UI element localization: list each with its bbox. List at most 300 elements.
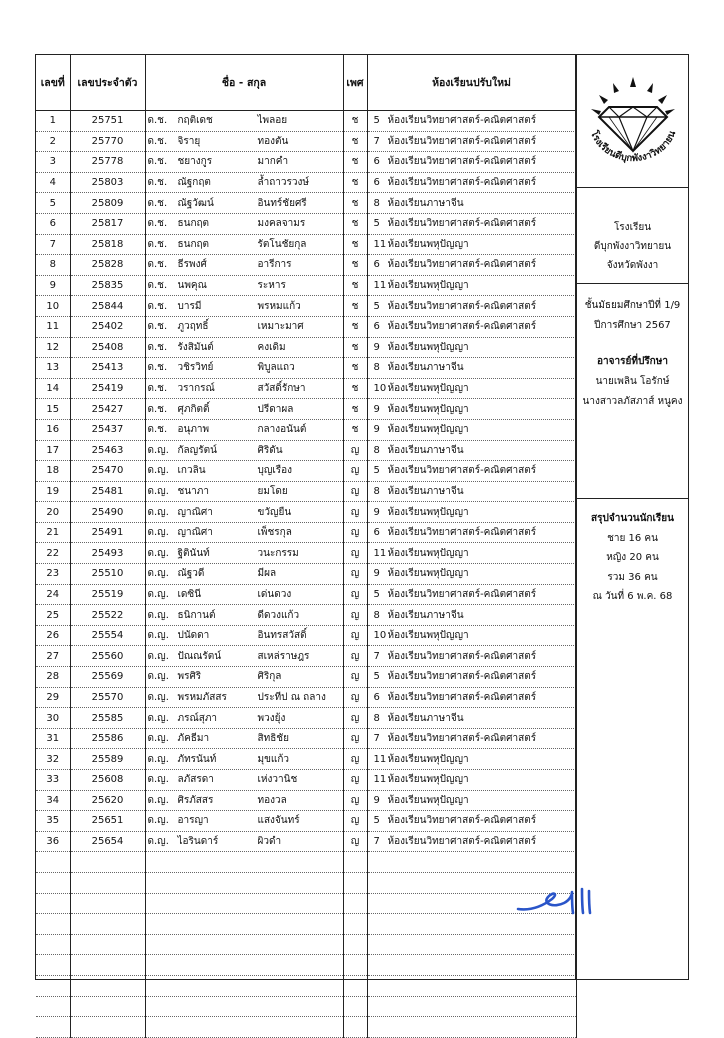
student-name — [145, 399, 343, 420]
first-name: ณัฐวัฒน์ — [177, 197, 214, 209]
student-gender: ญ — [343, 687, 367, 708]
last-name: ขวัญยืน — [257, 506, 292, 518]
student-gender: ญ — [343, 522, 367, 543]
side-panel — [575, 55, 689, 979]
empty-cell — [145, 934, 343, 955]
student-gender: ญ — [343, 461, 367, 482]
name-prefix: ด.ช. — [147, 259, 168, 271]
student-gender: ญ — [343, 749, 367, 770]
last-name: ผิวดำ — [257, 836, 282, 848]
student-name — [145, 111, 343, 132]
student-table — [36, 55, 577, 1038]
student-number: 26 — [36, 625, 70, 646]
student-number: 4 — [36, 172, 70, 193]
student-id: 25770 — [70, 131, 145, 152]
table-row — [36, 399, 576, 420]
first-name: อนุภาพ — [177, 424, 210, 436]
first-name: ธนิกานต์ — [177, 609, 216, 621]
table-row — [36, 131, 576, 152]
new-room — [367, 296, 576, 317]
new-room — [367, 440, 576, 461]
name-prefix: ด.ช. — [147, 280, 168, 292]
room-level: 5 — [373, 300, 380, 312]
room-level: 7 — [373, 650, 380, 662]
student-id: 25510 — [70, 564, 145, 585]
first-name: บารมี — [177, 300, 202, 312]
student-number: 33 — [36, 770, 70, 791]
room-level: 6 — [373, 177, 380, 189]
advisor-title: อาจารย์ที่ปรึกษา — [597, 356, 668, 367]
table-row — [36, 111, 576, 132]
student-name — [145, 584, 343, 605]
student-gender: ช — [343, 316, 367, 337]
summary-total: รวม 36 คน — [607, 571, 658, 583]
last-name: พรหมแก้ว — [257, 300, 301, 312]
student-number: 5 — [36, 193, 70, 214]
room-name: ห้องเรียนภาษาจีน — [387, 197, 464, 209]
student-number: 34 — [36, 790, 70, 811]
student-number: 31 — [36, 728, 70, 749]
last-name: เด่นดวง — [257, 588, 292, 600]
new-room — [367, 399, 576, 420]
table-row — [36, 564, 576, 585]
student-gender: ญ — [343, 584, 367, 605]
room-name: ห้องเรียนภาษาจีน — [387, 485, 464, 497]
new-room — [367, 646, 576, 667]
new-room — [367, 667, 576, 688]
last-name: วนะกรรม — [257, 547, 299, 559]
header-new-room: ห้องเรียนปรับใหม่ — [367, 55, 576, 111]
student-gender: ญ — [343, 831, 367, 852]
table-row — [36, 213, 576, 234]
student-name — [145, 255, 343, 276]
table-row — [36, 337, 576, 358]
name-prefix: ด.ญ. — [147, 506, 169, 518]
student-number: 21 — [36, 522, 70, 543]
room-level: 8 — [373, 712, 380, 724]
room-level: 7 — [373, 733, 380, 745]
new-room — [367, 152, 576, 173]
room-name: ห้องเรียนวิทยาศาสตร์-คณิตศาสตร์ — [387, 733, 537, 745]
student-name — [145, 481, 343, 502]
empty-cell — [145, 852, 343, 873]
first-name: ภัทรนันท์ — [177, 753, 217, 765]
room-level: 6 — [373, 259, 380, 271]
student-id: 25413 — [70, 358, 145, 379]
summary-female: หญิง 20 คน — [606, 552, 659, 563]
last-name: บุญเรือง — [257, 465, 293, 477]
last-name: มีผล — [257, 568, 277, 580]
student-gender: ญ — [343, 564, 367, 585]
last-name: มากคำ — [257, 156, 289, 168]
room-name: ห้องเรียนพหุปัญญา — [387, 506, 469, 518]
table-row — [36, 543, 576, 564]
student-id: 25809 — [70, 193, 145, 214]
table-row — [36, 152, 576, 173]
empty-cell — [145, 955, 343, 976]
empty-cell — [36, 914, 70, 935]
name-prefix: ด.ญ. — [147, 691, 169, 703]
last-name: สวัสดิ์รักษา — [257, 383, 306, 395]
first-name: ฐิตินันท์ — [177, 547, 210, 559]
first-name: กัลญรัตน์ — [177, 444, 217, 456]
last-name: อินทร์ชัยศรี — [257, 197, 307, 209]
last-name: ทองวล — [257, 794, 287, 806]
empty-cell — [70, 1017, 145, 1038]
name-prefix: ด.ช. — [147, 197, 168, 209]
student-gender: ญ — [343, 708, 367, 729]
student-gender: ช — [343, 111, 367, 132]
first-name: ญาณิศา — [177, 527, 213, 539]
student-gender: ช — [343, 296, 367, 317]
name-prefix: ด.ญ. — [147, 609, 169, 621]
table-row — [36, 687, 576, 708]
name-prefix: ด.ช. — [147, 403, 168, 415]
empty-cell — [36, 1017, 70, 1038]
student-number: 18 — [36, 461, 70, 482]
first-name: ณัฐวดี — [177, 568, 205, 580]
student-number: 27 — [36, 646, 70, 667]
room-name: ห้องเรียนภาษาจีน — [387, 444, 464, 456]
room-level: 11 — [373, 753, 387, 765]
student-gender: ญ — [343, 790, 367, 811]
student-id: 25778 — [70, 152, 145, 173]
room-level: 10 — [373, 630, 387, 642]
table-row — [36, 440, 576, 461]
last-name: สเหล่ราษฎร — [257, 650, 310, 662]
student-number: 16 — [36, 419, 70, 440]
name-prefix: ด.ช. — [147, 238, 168, 250]
room-name: ห้องเรียนภาษาจีน — [387, 609, 464, 621]
table-row — [36, 522, 576, 543]
first-name: นพคุณ — [177, 280, 207, 292]
table-row — [36, 749, 576, 770]
last-name: กลางอนันต์ — [257, 424, 307, 436]
empty-cell — [145, 975, 343, 996]
empty-cell — [145, 996, 343, 1017]
room-name: ห้องเรียนพหุปัญญา — [387, 280, 469, 292]
table-row — [36, 831, 576, 852]
first-name: ศิรภัสสร — [177, 794, 214, 806]
new-room — [367, 522, 576, 543]
table-row — [36, 316, 576, 337]
student-name — [145, 193, 343, 214]
room-level: 9 — [373, 424, 380, 436]
student-id: 25651 — [70, 811, 145, 832]
last-name: พวงยุ้ง — [257, 712, 286, 724]
room-name: ห้องเรียนวิทยาศาสตร์-คณิตศาสตร์ — [387, 527, 537, 539]
summary-title: สรุปจำนวนนักเรียน — [591, 513, 674, 524]
first-name: กฤติเดช — [177, 115, 213, 127]
new-room — [367, 213, 576, 234]
name-prefix: ด.ญ. — [147, 836, 169, 848]
student-number: 1 — [36, 111, 70, 132]
student-name — [145, 337, 343, 358]
table-row — [36, 708, 576, 729]
student-name — [145, 749, 343, 770]
table-row — [36, 667, 576, 688]
student-id: 25654 — [70, 831, 145, 852]
empty-row — [36, 975, 576, 996]
student-gender: ช — [343, 193, 367, 214]
name-prefix: ด.ญ. — [147, 671, 169, 683]
student-id: 25570 — [70, 687, 145, 708]
student-name — [145, 131, 343, 152]
student-id: 25427 — [70, 399, 145, 420]
new-room — [367, 625, 576, 646]
student-number: 20 — [36, 502, 70, 523]
student-id: 25751 — [70, 111, 145, 132]
student-id: 25818 — [70, 234, 145, 255]
table-row — [36, 296, 576, 317]
student-gender: ช — [343, 234, 367, 255]
name-prefix: ด.ญ. — [147, 568, 169, 580]
room-level: 6 — [373, 527, 380, 539]
first-name: ปนัดดา — [177, 630, 210, 642]
last-name: ประทีป ณ ถลาง — [257, 691, 326, 703]
table-row — [36, 646, 576, 667]
empty-cell — [70, 955, 145, 976]
empty-cell — [343, 955, 367, 976]
student-id: 25817 — [70, 213, 145, 234]
table-row — [36, 481, 576, 502]
empty-row — [36, 996, 576, 1017]
empty-cell — [70, 996, 145, 1017]
student-number: 24 — [36, 584, 70, 605]
name-prefix: ด.ช. — [147, 341, 168, 353]
header-gender: เพศ — [343, 55, 367, 111]
new-room — [367, 770, 576, 791]
name-prefix: ด.ญ. — [147, 815, 169, 827]
first-name: ณัฐกฤต — [177, 177, 211, 189]
empty-cell — [36, 996, 70, 1017]
student-id: 25463 — [70, 440, 145, 461]
student-number: 7 — [36, 234, 70, 255]
student-number: 30 — [36, 708, 70, 729]
student-id: 25402 — [70, 316, 145, 337]
empty-cell — [70, 934, 145, 955]
name-prefix: ด.ญ. — [147, 794, 169, 806]
name-prefix: ด.ญ. — [147, 547, 169, 559]
first-name: พรศิริ — [177, 671, 202, 683]
class-roster-sheet — [35, 54, 689, 980]
room-name: ห้องเรียนภาษาจีน — [387, 362, 464, 374]
table-row — [36, 728, 576, 749]
empty-cell — [145, 872, 343, 893]
room-name: ห้องเรียนวิทยาศาสตร์-คณิตศาสตร์ — [387, 836, 537, 848]
empty-cell — [145, 1017, 343, 1038]
student-gender: ช — [343, 419, 367, 440]
room-name: ห้องเรียนพหุปัญญา — [387, 424, 469, 436]
student-gender: ช — [343, 172, 367, 193]
name-prefix: ด.ญ. — [147, 650, 169, 662]
student-number: 8 — [36, 255, 70, 276]
name-prefix: ด.ญ. — [147, 733, 169, 745]
student-id: 25608 — [70, 770, 145, 791]
last-name: คงเดิม — [257, 341, 286, 353]
room-name: ห้องเรียนวิทยาศาสตร์-คณิตศาสตร์ — [387, 321, 537, 333]
last-name: ศิริกุล — [257, 671, 282, 683]
student-gender: ญ — [343, 646, 367, 667]
room-level: 8 — [373, 197, 380, 209]
last-name: ระหาร — [257, 280, 286, 292]
last-name: รัตโนชัยกุล — [257, 238, 307, 250]
empty-cell — [70, 975, 145, 996]
room-level: 11 — [373, 774, 387, 786]
first-name: ปัณณรัตน์ — [177, 650, 222, 662]
empty-row — [36, 934, 576, 955]
advisor-2: นางสาวลภัสภาส์ หนูคง — [582, 396, 683, 407]
empty-cell — [36, 934, 70, 955]
empty-cell — [343, 893, 367, 914]
new-room — [367, 831, 576, 852]
empty-cell — [343, 914, 367, 935]
new-room — [367, 749, 576, 770]
name-prefix: ด.ญ. — [147, 444, 169, 456]
student-name — [145, 667, 343, 688]
student-gender: ช — [343, 378, 367, 399]
new-room — [367, 564, 576, 585]
room-level: 5 — [373, 218, 380, 230]
student-gender: ญ — [343, 770, 367, 791]
new-room — [367, 275, 576, 296]
student-name — [145, 275, 343, 296]
advisor-1: นายเพลิน โอรักษ์ — [595, 376, 670, 387]
student-number: 14 — [36, 378, 70, 399]
table-row — [36, 378, 576, 399]
first-name: ภูวฤทธิ์ — [177, 321, 209, 333]
student-id: 25490 — [70, 502, 145, 523]
student-id: 25620 — [70, 790, 145, 811]
last-name: ดีดวงแก้ว — [257, 609, 300, 621]
student-name — [145, 625, 343, 646]
student-name — [145, 502, 343, 523]
header-name: ชื่อ - สกุล — [145, 55, 343, 111]
room-level: 5 — [373, 671, 380, 683]
student-id: 25560 — [70, 646, 145, 667]
room-name: ห้องเรียนพหุปัญญา — [387, 774, 469, 786]
student-name — [145, 234, 343, 255]
new-room — [367, 687, 576, 708]
first-name: วชิรวิทย์ — [177, 362, 214, 374]
class-grade: ชั้นมัธยมศึกษาปีที่ 1/9 — [584, 300, 681, 311]
first-name: ภรณ์สุภา — [177, 712, 218, 724]
new-room — [367, 131, 576, 152]
student-gender: ช — [343, 131, 367, 152]
new-room — [367, 255, 576, 276]
room-level: 5 — [373, 588, 380, 600]
student-gender: ช — [343, 337, 367, 358]
student-name — [145, 152, 343, 173]
room-name: ห้องเรียนพหุปัญญา — [387, 630, 469, 642]
school-label: โรงเรียน — [613, 222, 652, 233]
empty-cell — [367, 955, 576, 976]
student-id: 25586 — [70, 728, 145, 749]
student-number: 12 — [36, 337, 70, 358]
last-name: ยมโดย — [257, 485, 288, 497]
new-room — [367, 461, 576, 482]
empty-cell — [343, 975, 367, 996]
empty-cell — [367, 975, 576, 996]
student-gender: ช — [343, 255, 367, 276]
class-info — [576, 284, 689, 499]
student-number: 13 — [36, 358, 70, 379]
room-name: ห้องเรียนวิทยาศาสตร์-คณิตศาสตร์ — [387, 650, 537, 662]
new-room — [367, 728, 576, 749]
table-row — [36, 172, 576, 193]
new-room — [367, 193, 576, 214]
last-name: แสงจันทร์ — [257, 815, 300, 827]
table-row — [36, 625, 576, 646]
empty-cell — [343, 872, 367, 893]
table-row — [36, 234, 576, 255]
table-row — [36, 770, 576, 791]
student-gender: ช — [343, 275, 367, 296]
empty-cell — [343, 934, 367, 955]
new-room — [367, 584, 576, 605]
empty-cell — [343, 852, 367, 873]
last-name: ศิริดัน — [257, 444, 283, 456]
table-row — [36, 584, 576, 605]
new-room — [367, 502, 576, 523]
room-level: 8 — [373, 609, 380, 621]
last-name: เห่งวานิช — [257, 774, 298, 786]
student-name — [145, 316, 343, 337]
last-name: อินทรสวัสดิ์ — [257, 630, 307, 642]
school-name: ดีบุกพังงาวิทยายน — [593, 241, 672, 252]
school-info — [576, 188, 689, 284]
new-room — [367, 811, 576, 832]
first-name: ภัคธีมา — [177, 733, 210, 745]
name-prefix: ด.ญ. — [147, 774, 169, 786]
student-gender: ช — [343, 152, 367, 173]
room-level: 11 — [373, 238, 387, 250]
student-number: 2 — [36, 131, 70, 152]
last-name: ไพลอย — [257, 115, 288, 127]
empty-row — [36, 893, 576, 914]
student-number: 3 — [36, 152, 70, 173]
student-number: 29 — [36, 687, 70, 708]
new-room — [367, 172, 576, 193]
student-number: 10 — [36, 296, 70, 317]
student-gender: ญ — [343, 543, 367, 564]
room-name: ห้องเรียนวิทยาศาสตร์-คณิตศาสตร์ — [387, 671, 537, 683]
first-name: ไอรินดาร์ — [177, 836, 219, 848]
student-name — [145, 522, 343, 543]
empty-cell — [367, 934, 576, 955]
name-prefix: ด.ญ. — [147, 588, 169, 600]
empty-row — [36, 852, 576, 873]
name-prefix: ด.ญ. — [147, 465, 169, 477]
student-id: 25522 — [70, 605, 145, 626]
table-row — [36, 811, 576, 832]
table-row — [36, 275, 576, 296]
room-level: 9 — [373, 794, 380, 806]
room-level: 5 — [373, 815, 380, 827]
room-name: ห้องเรียนวิทยาศาสตร์-คณิตศาสตร์ — [387, 115, 537, 127]
student-number: 6 — [36, 213, 70, 234]
name-prefix: ด.ช. — [147, 321, 168, 333]
first-name: ธนกฤต — [177, 218, 210, 230]
first-name: ศุภกิตติ์ — [177, 403, 210, 415]
student-summary — [576, 499, 689, 607]
new-room — [367, 316, 576, 337]
first-name: เกวลิน — [177, 465, 206, 477]
student-number: 28 — [36, 667, 70, 688]
student-gender: ช — [343, 358, 367, 379]
last-name: ปรีดาผล — [257, 403, 294, 415]
first-name: พรหมภัสสร — [177, 691, 227, 703]
